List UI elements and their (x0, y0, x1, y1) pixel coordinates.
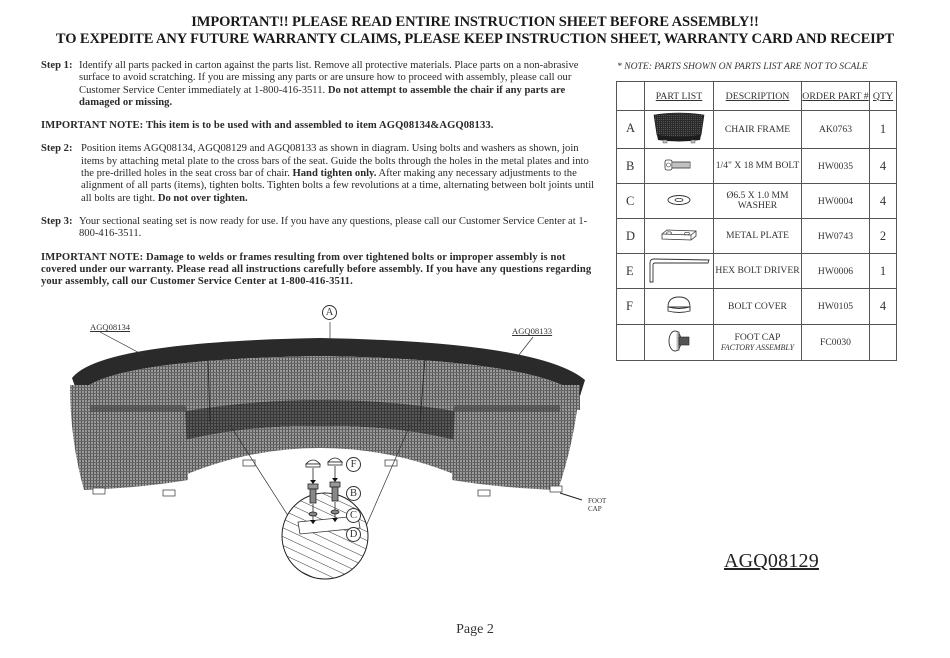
part-letter: B (617, 149, 645, 184)
part-order-number: HW0006 (802, 254, 870, 289)
part-letter: C (617, 184, 645, 219)
part-letter: A (617, 111, 645, 149)
assembly-instructions (41, 60, 597, 299)
part-description: HEX BOLT DRIVER (714, 254, 802, 289)
part-qty (870, 325, 897, 361)
part-qty: 4 (870, 184, 897, 219)
table-row (617, 149, 897, 184)
table-row (617, 289, 897, 325)
header-warranty-line: TO EXPEDITE ANY FUTURE WARRANTY CLAIMS, PLEASE KEEP INSTRUCTION SHEET, WARRANTY CARD AND RECEIPT (55, 31, 895, 47)
header-order-part: ORDER PART # (802, 82, 870, 111)
page-header (0, 14, 950, 48)
label-agq08133: AGQ08133 (512, 326, 553, 336)
part-description-sub: FACTORY ASSEMBLY (720, 342, 795, 352)
part-order-number: HW0004 (802, 184, 870, 219)
part-description-main: FOOT CAP (734, 331, 781, 343)
header-qty: QTY (870, 82, 897, 111)
table-row (617, 254, 897, 289)
callout-f: F (346, 457, 361, 472)
page-number: Page 2 (456, 622, 494, 637)
part-description: METAL PLATE (714, 219, 802, 254)
step-2 (41, 143, 597, 204)
parts-list-table (616, 81, 897, 361)
part-order-number: HW0105 (802, 289, 870, 325)
scale-note: * NOTE: PARTS SHOWN ON PARTS LIST ARE NOT TO SCALE (617, 61, 868, 72)
step-2-label: Step 2: (41, 143, 73, 155)
hex-driver-icon (645, 254, 714, 289)
table-header-row (617, 82, 897, 111)
callout-a: A (322, 305, 337, 320)
chair-frame-icon (645, 111, 714, 149)
callout-c: C (346, 508, 361, 523)
washer-icon (645, 184, 714, 219)
table-row (617, 111, 897, 149)
part-qty: 4 (870, 289, 897, 325)
step-3-label: Step 3: (41, 215, 73, 227)
step-3-text: Your sectional seating set is now ready for use. If you have any questions, please call our Customer Service Center at 1-800-416-3511. (79, 215, 588, 240)
label-foot-cap: FOOT CAP (588, 497, 607, 513)
part-letter: F (617, 289, 645, 325)
step-2-hand-tighten: Hand tighten only. (292, 168, 377, 180)
step-1-label: Step 1: (41, 60, 73, 71)
foot-cap-icon (645, 325, 714, 361)
step-1-warning: Do not attempt to assemble the chair if any parts are damaged or missing. (79, 84, 566, 108)
part-qty: 1 (870, 254, 897, 289)
header-warning-line: IMPORTANT!! PLEASE READ ENTIRE INSTRUCTION SHEET BEFORE ASSEMBLY!! (191, 14, 759, 30)
part-description: Ø6.5 X 1.0 MM WASHER (714, 184, 802, 219)
table-row (617, 184, 897, 219)
part-letter (617, 325, 645, 361)
step-2-text-a: Position items AGQ08134, AGQ08129 and AGQ08133 as shown in diagram. Using bolts and washers as shown, join items by attaching metal plate to the cross bars of the seat. Guide the bolts through the holes in the metal plates and into the pre-drilled holes in the seat cross bar of chair. (81, 143, 589, 180)
part-description: CHAIR FRAME (714, 111, 802, 149)
metal-plate-icon (645, 219, 714, 254)
part-qty: 4 (870, 149, 897, 184)
part-qty: 2 (870, 219, 897, 254)
step-1 (41, 60, 597, 109)
header-part-list: PART LIST (645, 82, 714, 111)
header-description: DESCRIPTION (714, 82, 802, 111)
part-description: BOLT COVER (714, 289, 802, 325)
bolt-cover-icon (645, 289, 714, 325)
part-description (714, 325, 802, 361)
part-order-number: AK0763 (802, 111, 870, 149)
part-letter: E (617, 254, 645, 289)
header-letter (617, 82, 645, 111)
part-order-number: HW0035 (802, 149, 870, 184)
curved-sofa-illustration (60, 300, 620, 600)
step-2-over-tighten-warning: Do not over tighten. (157, 192, 248, 204)
label-agq08134: AGQ08134 (90, 322, 131, 332)
part-letter: D (617, 219, 645, 254)
table-row (617, 325, 897, 361)
callout-b: B (346, 486, 361, 501)
callout-d: D (346, 527, 361, 542)
important-note-warranty: IMPORTANT NOTE: Damage to welds or frames resulting from over tightened bolts or improper assembly is not covered under our warranty. Please read all instructions carefully before assembly. If you have any questions regarding your assembly, call our Customer Service Center at 1-800-416-3511. (41, 251, 592, 288)
part-description: 1/4" X 18 MM BOLT (714, 149, 802, 184)
bolt-icon (645, 149, 714, 184)
assembly-diagram (60, 300, 620, 600)
step-2-text-b: After making any necessary adjustments to the alignment of all parts (items), tighten bolts. Tighten bolts a few revolutions at a time, alternating between bolt joints until all bolts are tight. (81, 168, 595, 204)
model-number: AGQ08129 (724, 550, 819, 572)
part-qty: 1 (870, 111, 897, 149)
important-note-compatibility: IMPORTANT NOTE: This item is to be used with and assembled to item AGQ08134&AGQ08133. (41, 120, 494, 132)
part-order-number: FC0030 (802, 325, 870, 361)
part-order-number: HW0743 (802, 219, 870, 254)
step-3 (41, 216, 597, 241)
step-1-text: Identify all parts packed in carton against the parts list. Remove all protective materials. Place parts on a non-abrasive surface to avoid scratching. If you are missing any parts or are unsure how to proceed with assembly, please call our Customer Service Center immediately at 1-800-416-3511. (79, 60, 579, 96)
table-row (617, 219, 897, 254)
